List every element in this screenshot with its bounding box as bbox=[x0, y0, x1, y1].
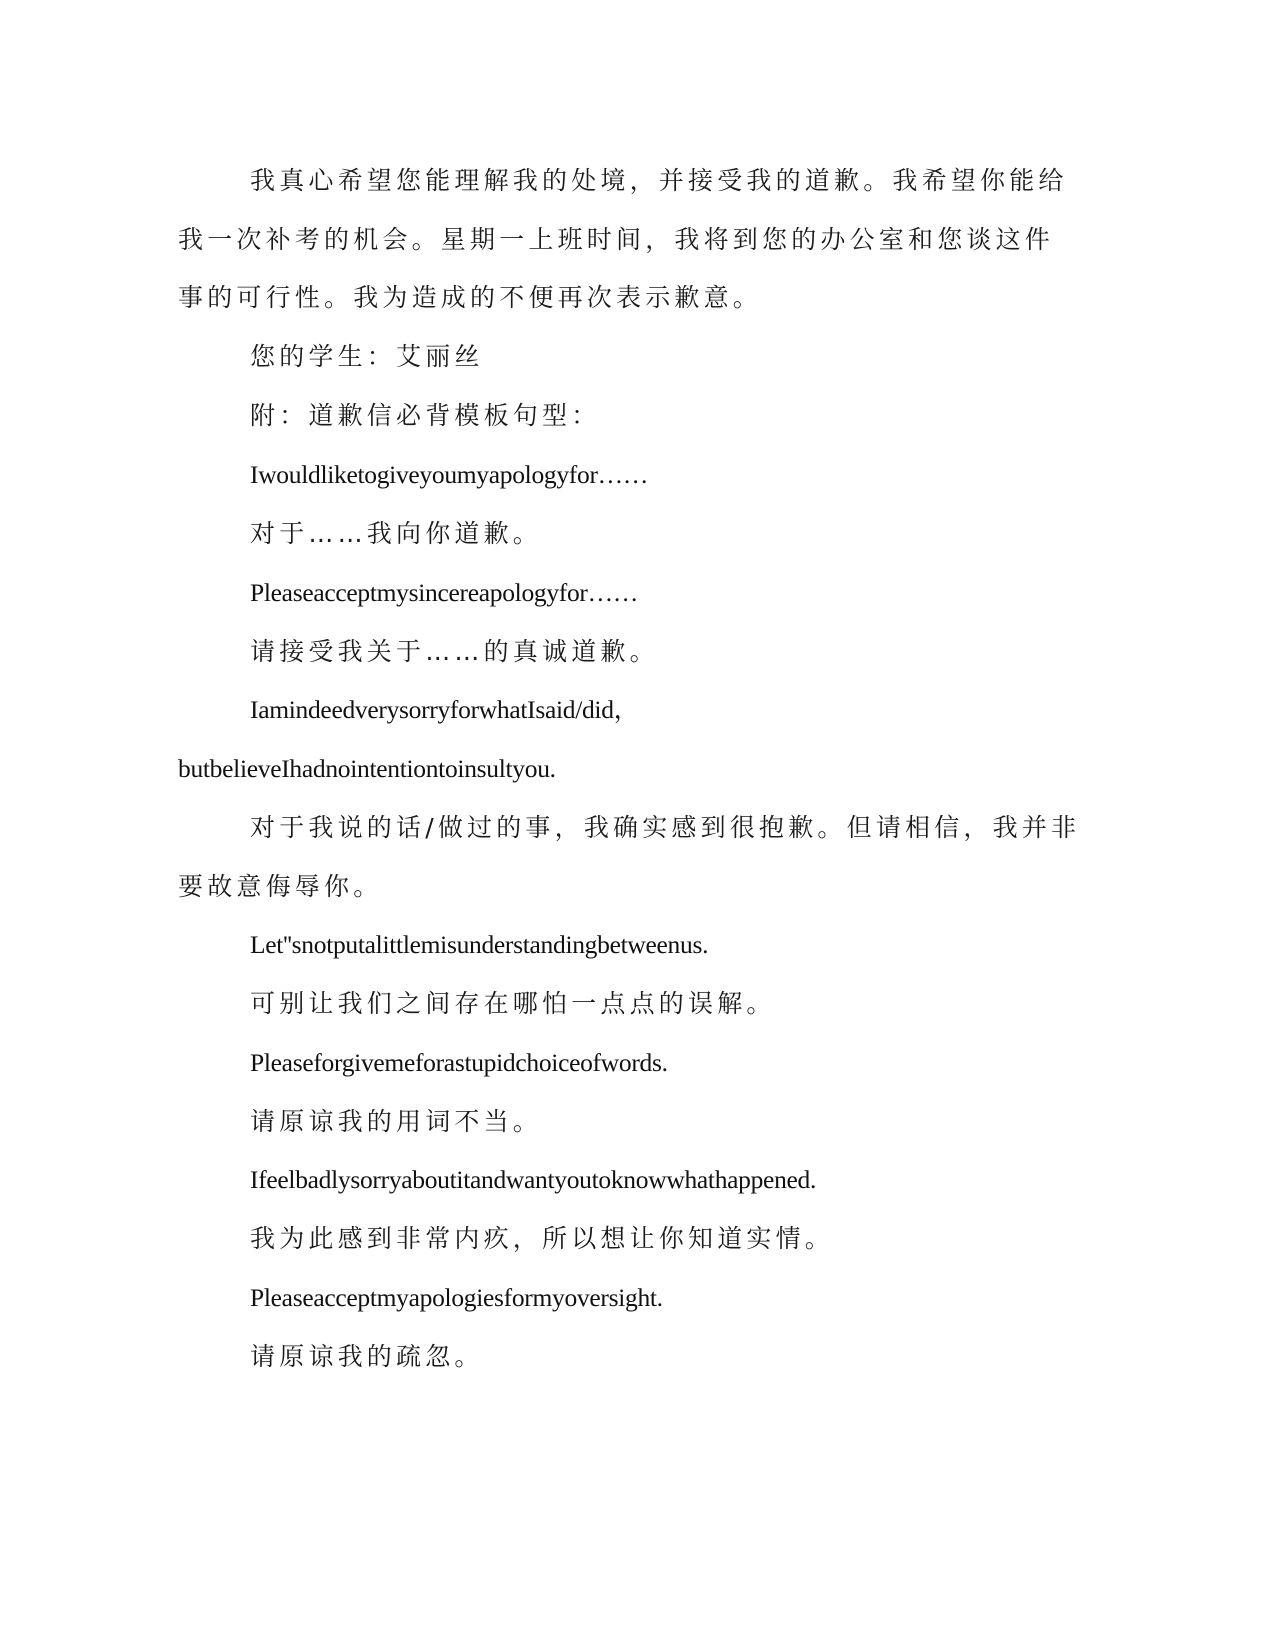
sentence-cn: 请原谅我的疏忽。 bbox=[250, 1342, 484, 1371]
sentence-en: Pleaseforgivemeforastupidchoiceofwords. bbox=[250, 1048, 668, 1077]
intro-line-1: 我真心希望您能理解我的处境，并接受我的道歉。我希望你能给 bbox=[250, 166, 1068, 195]
sentence-en: Pleaseacceptmysincereapologyfor…… bbox=[250, 578, 639, 607]
sentence-cn: 请接受我关于……的真诚道歉。 bbox=[250, 637, 659, 666]
intro-line-3: 事的可行性。我为造成的不便再次表示歉意。 bbox=[178, 283, 763, 312]
sentence-en: IamindeedverysorryforwhatIsaid/did， bbox=[250, 695, 639, 724]
sentence-en-continued: butbelieveIhadnointentiontoinsultyou. bbox=[178, 754, 556, 783]
sentence-cn: 对于……我向你道歉。 bbox=[250, 519, 543, 548]
sentence-en: Ifeelbadlysorryaboutitandwantyoutoknowwhathappened. bbox=[250, 1165, 817, 1194]
sentence-cn: 我为此感到非常内疚，所以想让你知道实情。 bbox=[250, 1224, 835, 1253]
sentence-cn: 对于我说的话/做过的事，我确实感到很抱歉。但请相信，我并非 bbox=[250, 813, 1081, 842]
sentence-en: Iwouldliketogiveyoumyapologyfor…… bbox=[250, 460, 649, 489]
intro-line-2: 我一次补考的机会。星期一上班时间，我将到您的办公室和您谈这件 bbox=[178, 225, 1055, 254]
sentence-cn-continued: 要故意侮辱你。 bbox=[178, 872, 383, 901]
appendix-heading: 附：道歉信必背模板句型： bbox=[250, 401, 601, 430]
sentence-cn: 请原谅我的用词不当。 bbox=[250, 1107, 543, 1136]
signature: 您的学生：艾丽丝 bbox=[250, 342, 484, 371]
sentence-en: Let''snotputalittlemisunderstandingbetweenus. bbox=[250, 930, 709, 959]
sentence-en: Pleaseacceptmyapologiesformyoversight. bbox=[250, 1283, 663, 1312]
sentence-cn: 可别让我们之间存在哪怕一点点的误解。 bbox=[250, 989, 776, 1018]
